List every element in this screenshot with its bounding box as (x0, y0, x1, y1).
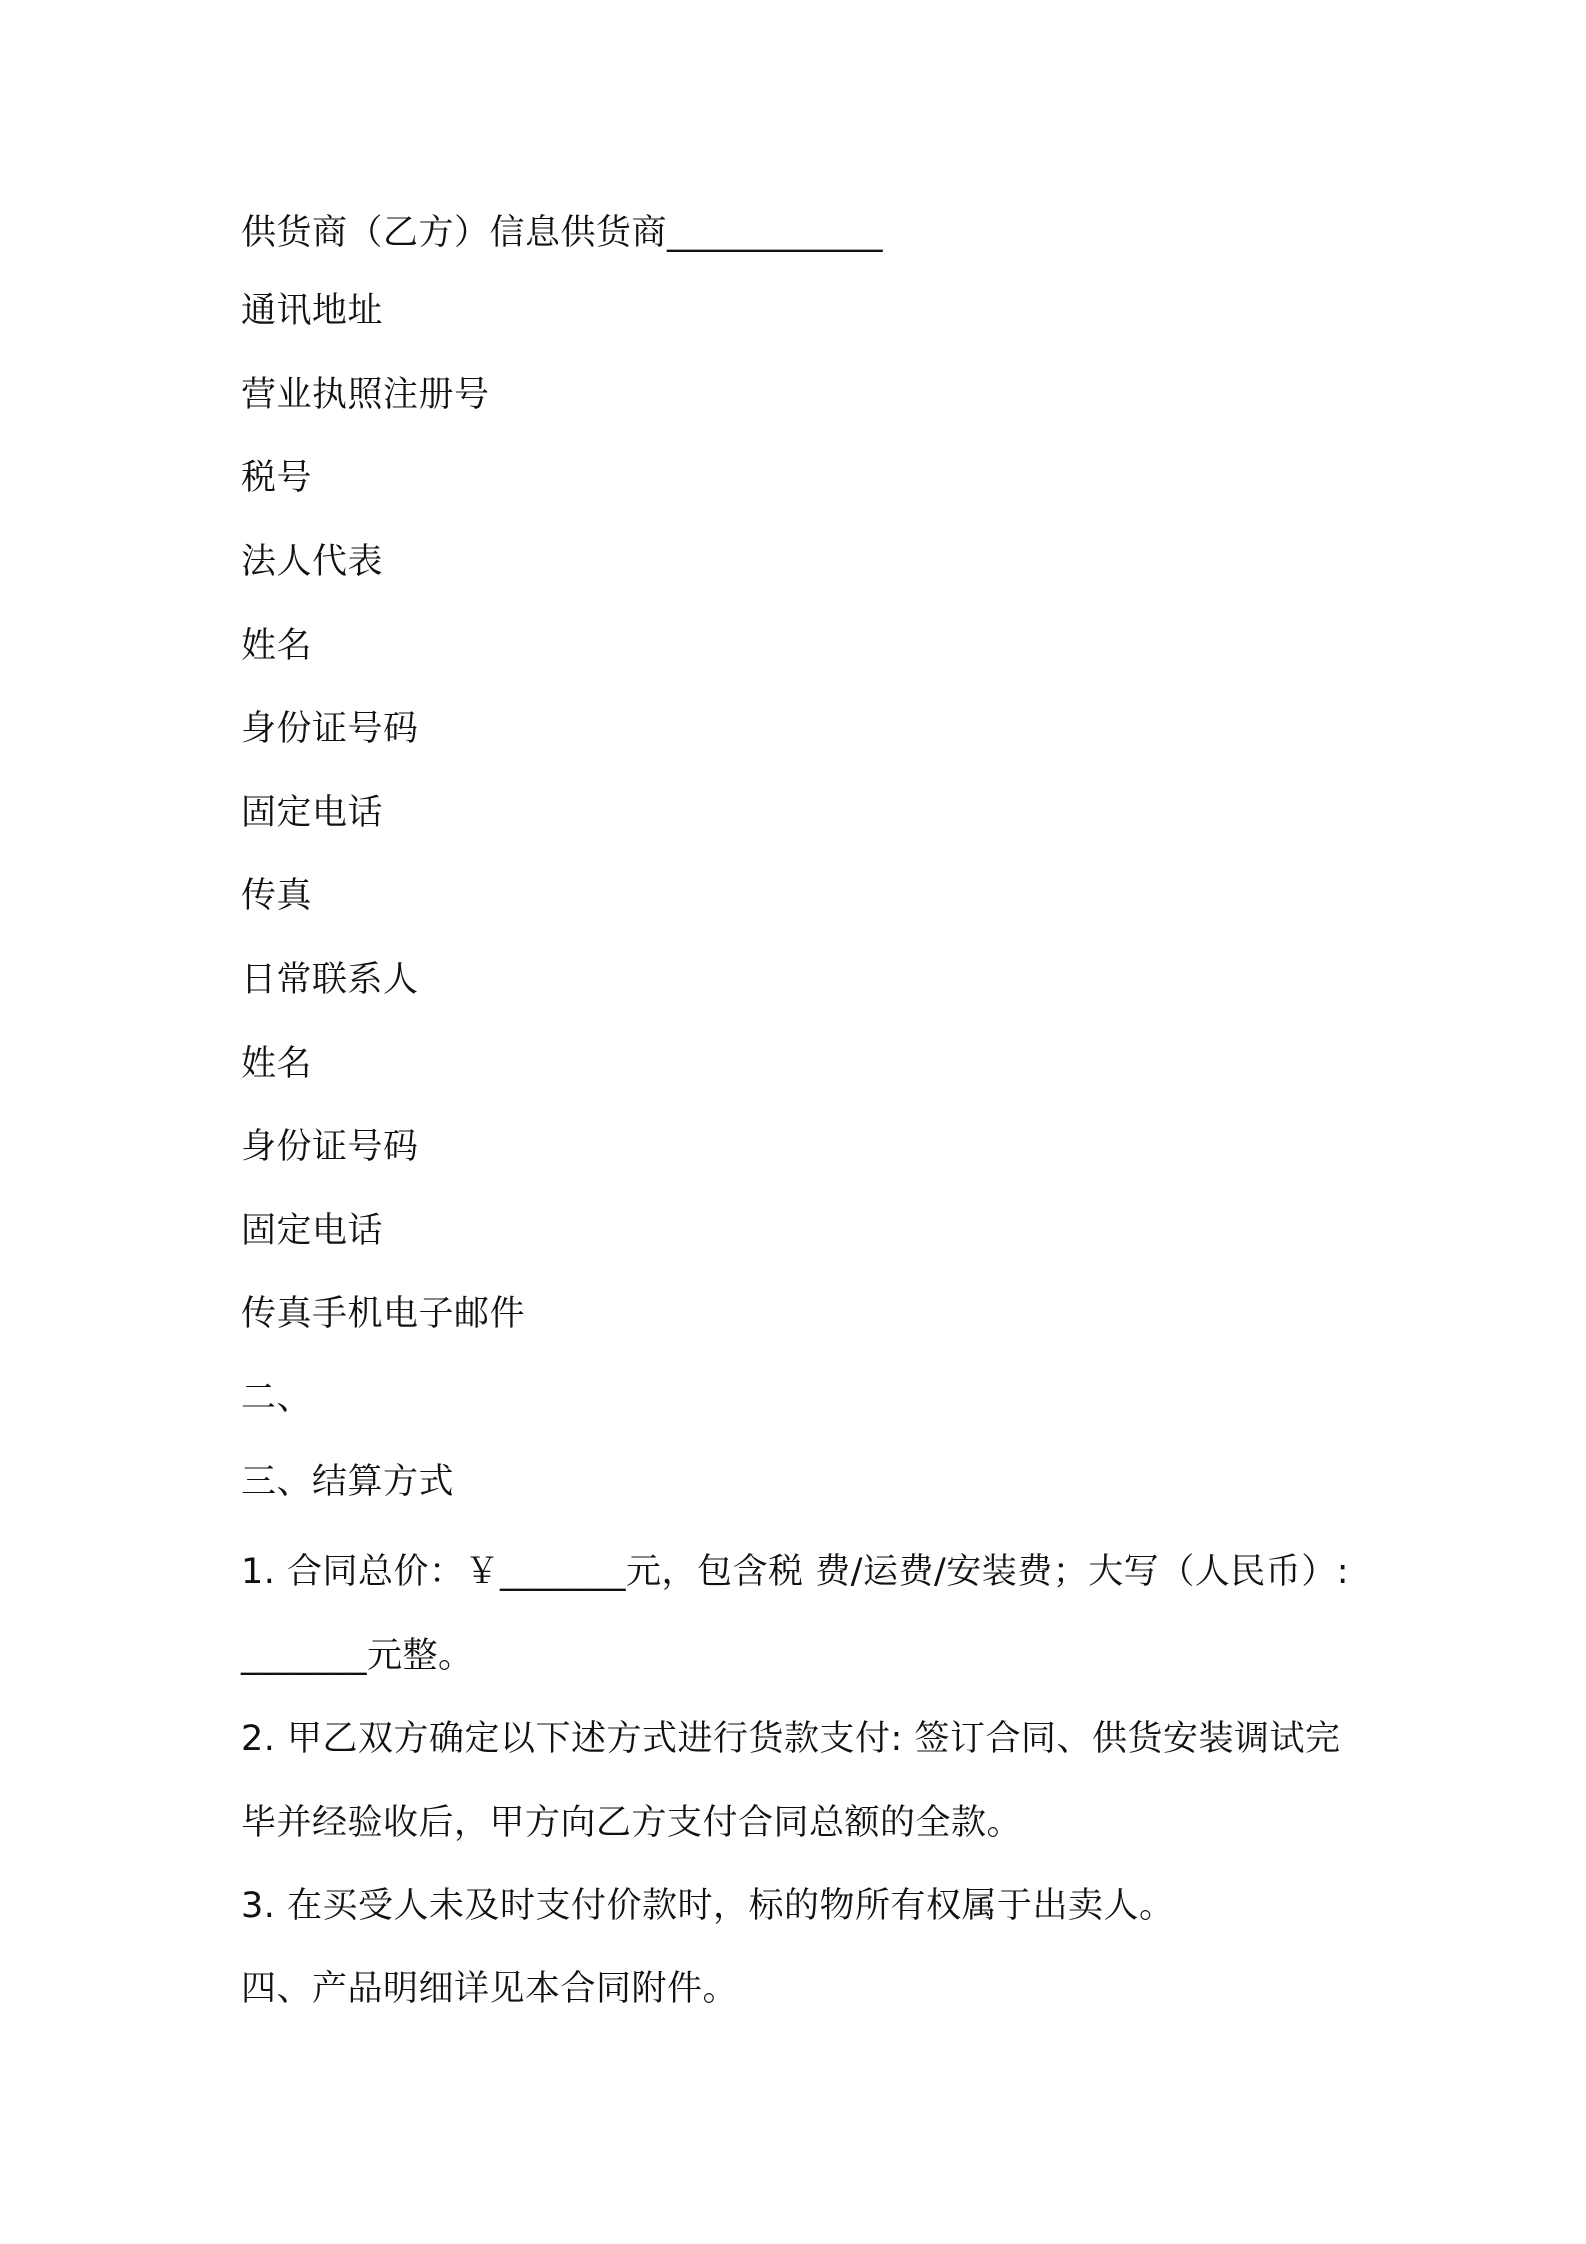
section-two-heading: 二、 (241, 1378, 313, 1418)
supplier-header: 供货商（乙方）信息供货商____________ (241, 213, 884, 253)
clause-3-ownership: 3. 在买受人未及时支付价款时，标的物所有权属于出卖人。 (241, 1886, 1175, 1926)
field-landline: 固定电话 (241, 793, 384, 833)
section-three-heading: 三、结算方式 (241, 1462, 455, 1502)
field-contact-name: 姓名 (241, 1044, 313, 1084)
field-tax-number: 税号 (241, 458, 313, 498)
clause-2-payment-method: 2. 甲乙双方确定以下述方式进行货款支付: 签订合同、供货安装调试完毕并经验收后，甲方向乙方支付合同总额的全款。 (241, 1719, 1341, 1843)
clause-1-total-price: 1. 合同总价：￥_______元，包含税 费/运费/安装费；大写（人民币）: _______元整。 (241, 1552, 1350, 1676)
field-business-license-number: 营业执照注册号 (241, 375, 490, 415)
field-contact-landline: 固定电话 (241, 1211, 384, 1251)
field-name: 姓名 (241, 626, 313, 666)
field-id-number: 身份证号码 (241, 709, 419, 749)
field-contact-fax-mobile-email: 传真手机电子邮件 (241, 1294, 526, 1334)
field-legal-representative: 法人代表 (241, 542, 384, 582)
field-contact-id-number: 身份证号码 (241, 1127, 419, 1167)
field-address: 通讯地址 (241, 291, 384, 331)
field-daily-contact: 日常联系人 (241, 960, 419, 1000)
field-fax: 传真 (241, 876, 313, 916)
section-four-product-details: 四、产品明细详见本合同附件。 (241, 1969, 739, 2009)
